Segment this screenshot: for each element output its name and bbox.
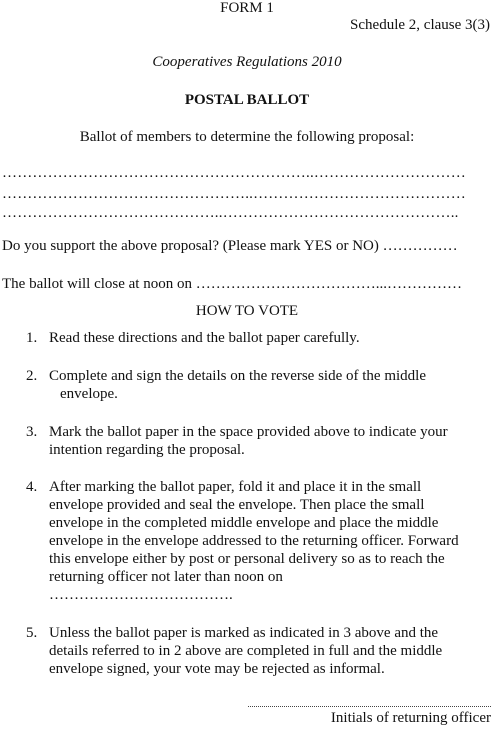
direction-text: Mark the ballot paper in the space provided above to indicate your bbox=[49, 424, 448, 440]
proposal-line-3[interactable]: ……………………………………..……………………………………….. bbox=[2, 205, 459, 221]
direction-text: After marking the ballot paper, fold it and place it in the small bbox=[49, 479, 422, 495]
direction-number: 1. bbox=[26, 330, 38, 346]
direction-text: envelope in the completed middle envelope and place the middle bbox=[49, 515, 439, 531]
proposal-line-2[interactable]: …………………………………………..…………………………………… bbox=[2, 186, 466, 202]
direction-number: 2. bbox=[26, 368, 38, 384]
direction-number: 4. bbox=[26, 479, 38, 495]
direction-text: details referred to in 2 above are completed in full and the middle bbox=[49, 643, 443, 659]
initials-signature-line[interactable] bbox=[248, 706, 491, 707]
regulation-title: Cooperatives Regulations 2010 bbox=[152, 54, 342, 70]
direction-text: envelope in the envelope addressed to the returning officer. Forward bbox=[49, 533, 459, 549]
direction-text: returning officer not later than noon on bbox=[49, 569, 283, 585]
page-title: POSTAL BALLOT bbox=[184, 92, 310, 108]
support-question[interactable]: Do you support the above proposal? (Please mark YES or NO) …………… bbox=[2, 238, 458, 254]
direction-text: envelope provided and seal the envelope. Then place the small bbox=[49, 497, 425, 513]
direction-text: this envelope either by post or personal delivery so as to reach the bbox=[49, 551, 445, 567]
direction-text: intention regarding the proposal. bbox=[49, 442, 245, 458]
deadline-blank[interactable]: ………………………………. bbox=[49, 587, 233, 603]
schedule-reference: Schedule 2, clause 3(3) bbox=[350, 17, 490, 33]
initials-label: Initials of returning officer bbox=[330, 710, 491, 726]
direction-text: envelope signed, your vote may be rejected as informal. bbox=[49, 661, 385, 677]
direction-text: Read these directions and the ballot paper carefully. bbox=[49, 330, 360, 346]
proposal-line-1[interactable]: ……………………………………………………..………………………… bbox=[2, 165, 466, 181]
form-number: FORM 1 bbox=[220, 0, 274, 16]
direction-text: envelope. bbox=[60, 386, 118, 402]
ballot-close-line[interactable]: The ballot will close at noon on ………………………………...…………… bbox=[2, 276, 462, 292]
direction-number: 3. bbox=[26, 424, 38, 440]
direction-text: Complete and sign the details on the reverse side of the middle bbox=[49, 368, 426, 384]
direction-text: Unless the ballot paper is marked as indicated in 3 above and the bbox=[49, 625, 439, 641]
direction-number: 5. bbox=[26, 625, 38, 641]
ballot-intro: Ballot of members to determine the following proposal: bbox=[79, 129, 415, 145]
how-to-vote-heading: HOW TO VOTE bbox=[195, 303, 299, 319]
